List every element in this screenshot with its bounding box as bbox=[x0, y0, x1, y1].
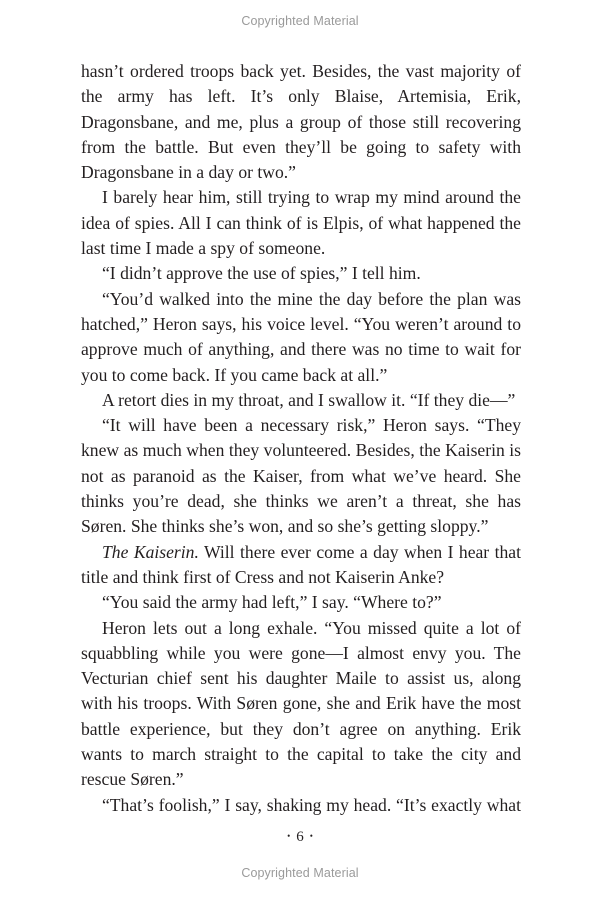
italic-title: The Kaiserin. bbox=[102, 541, 199, 562]
paragraph: “It will have been a necessary risk,” Heron says. “They knew as much when they volunteered. Besides, the Kaiserin is not as paranoid as the Kaiser, from what we’ve heard. She thinks you’re dead, she thinks we aren’t a threat, she has Søren. She thinks she’s won, and so she’s getting sloppy.” bbox=[81, 415, 521, 537]
paragraph: “That’s foolish,” I say, shaking my head. “It’s exactly what bbox=[102, 794, 521, 815]
paragraph: A retort dies in my throat, and I swallow it. “If they die—” bbox=[102, 389, 516, 410]
body-text bbox=[81, 59, 521, 818]
paragraph: “I didn’t approve the use of spies,” I tell him. bbox=[102, 263, 421, 284]
paragraph bbox=[81, 540, 521, 591]
paragraph: “You said the army had left,” I say. “Where to?” bbox=[102, 592, 442, 613]
copyright-watermark-bottom: Copyrighted Material bbox=[241, 866, 359, 880]
folio-ornament-left: • bbox=[287, 831, 291, 841]
folio-ornament-right: • bbox=[309, 831, 313, 841]
paragraph-text: Will there ever come a day when I hear that title and think first of Cress and not Kaiserin Anke? bbox=[81, 541, 522, 587]
paragraph: hasn’t ordered troops back yet. Besides, the vast majority of the army has left. It’s only Blaise, Artemisia, Erik, Dragonsbane, and me, plus a group of those still recovering from the battle. But even they’ll be going to safety with Dragonsbane in a day or two.” bbox=[81, 61, 521, 183]
copyright-watermark-top: Copyrighted Material bbox=[241, 14, 359, 28]
paragraph: “You’d walked into the mine the day before the plan was hatched,” Heron says, his voice level. “You weren’t around to approve much of anything, and there was no time to wait for you to come back. If you came back at all.” bbox=[81, 288, 521, 385]
paragraph: Heron lets out a long exhale. “You missed quite a lot of squabbling while you were gone—I almost envy you. The Vecturian chief sent his daughter Maile to assist us, along with his troops. With Søren gone, she and Erik have the most battle experience, but they don’t agree on anything. Erik wants to march straight to the capital to take the city and rescue Søren.” bbox=[81, 617, 521, 790]
paragraph: I barely hear him, still trying to wrap my mind around the idea of spies. All I can think of is Elpis, of what happened the last time I made a spy of someone. bbox=[81, 187, 521, 259]
page-number-value: 6 bbox=[296, 829, 304, 845]
page-number bbox=[0, 829, 600, 846]
